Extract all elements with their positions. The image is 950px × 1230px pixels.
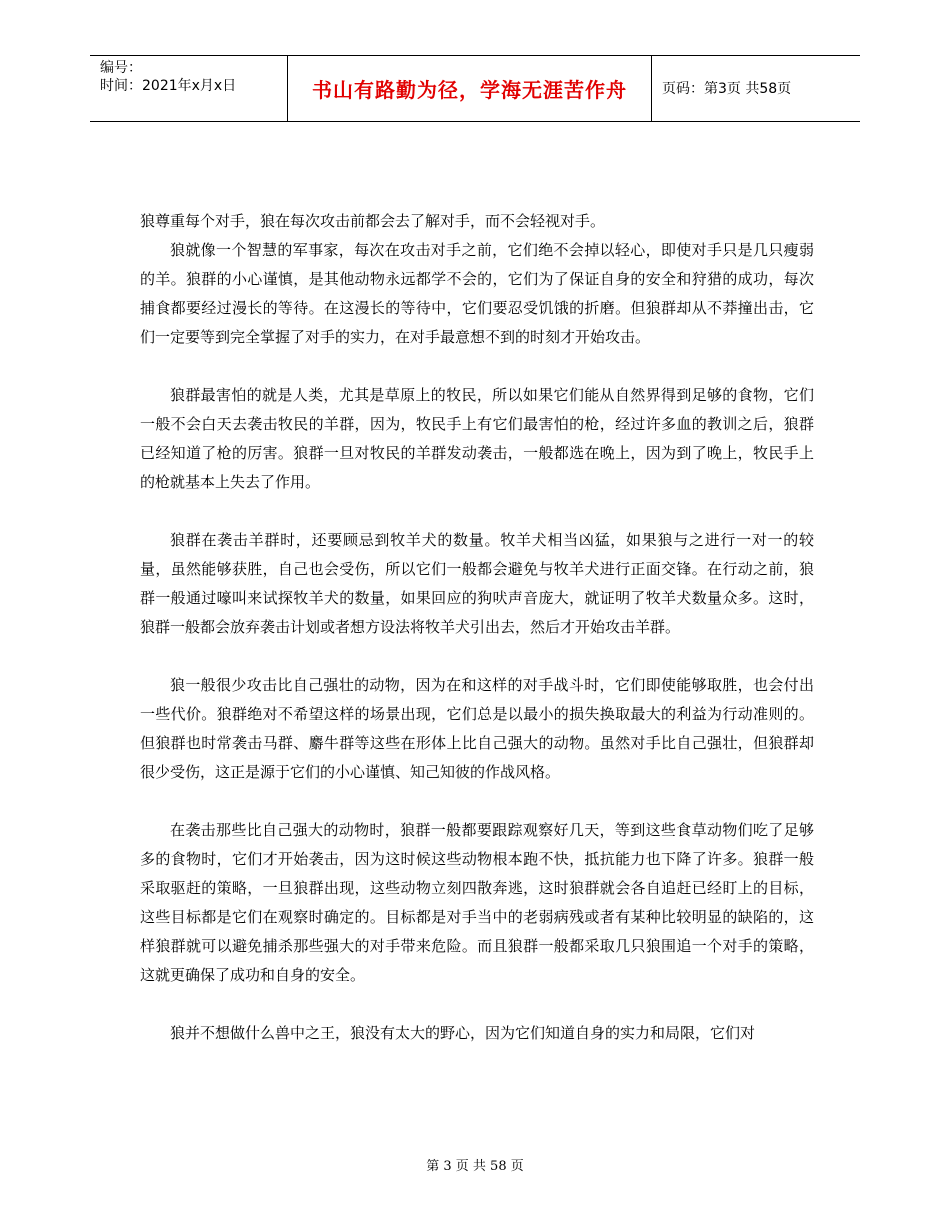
paragraph: 在袭击那些比自己强大的动物时，狼群一般都要跟踪观察好几天，等到这些食草动物们吃了足够多的食物时，它们才开始袭击，因为这时候这些动物根本跑不快，抵抗能力也下降了许多。狼群一般采取驱赶的策略，一旦狼群出现，这些动物立刻四散奔逃，这时狼群就会各自追赶已经盯上的目标，这些目标都是它们在观察时确定的。目标都是对手当中的老弱病残或者有某种比较明显的缺陷的，这样狼群就可以避免捕杀那些强大的对手带来危险。而且狼群一般都采取几只狼围追一个对手的策略，这就更确保了成功和自身的安全。 (140, 821, 814, 984)
header-page-info: 页码：第3页 共58页 (662, 81, 792, 97)
paragraph: 狼群最害怕的就是人类，尤其是草原上的牧民，所以如果它们能从自然界得到足够的食物，它们一般不会白天去袭击牧民的羊群，因为，牧民手上有它们最害怕的枪，经过许多血的教训之后，狼群已经知道了枪的厉害。狼群一旦对牧民的羊群发动袭击，一般都选在晚上，因为到了晚上，牧民手上的枪就基本上失去了作用。 (140, 386, 814, 491)
header-bottom-rule (90, 121, 860, 122)
paragraph: 狼尊重每个对手，狼在每次攻击前都会去了解对手，而不会轻视对手。 (140, 212, 606, 230)
paragraph: 狼群在袭击羊群时，还要顾忌到牧羊犬的数量。牧羊犬相当凶猛，如果狼与之进行一对一的较量，虽然能够获胜，自己也会受伤，所以它们一般都会避免与牧羊犬进行正面交锋。在行动之前，狼群一般通过嚎叫来试探牧羊犬的数量，如果回应的狗吠声音庞大，就证明了牧羊犬数量众多。这时，狼群一般都会放弃袭击计划或者想方设法将牧羊犬引出去，然后才开始攻击羊群。 (140, 531, 814, 636)
paragraph: 狼并不想做什么兽中之王，狼没有太大的野心，因为它们知道自身的实力和局限，它们对 (170, 1024, 756, 1042)
document-date: 时间：2021年x月x日 (100, 78, 237, 94)
document-number: 编号： (100, 60, 142, 76)
header-motto: 书山有路勤为径，学海无涯苦作舟 (312, 77, 627, 102)
page-footer: 第 3 页 共 58 页 (426, 1159, 524, 1174)
paragraph: 狼就像一个智慧的军事家，每次在攻击对手之前，它们绝不会掉以轻心，即使对手只是几只瘦弱的羊。狼群的小心谨慎，是其他动物永远都学不会的，它们为了保证自身的安全和狩猎的成功，每次捕食都要经过漫长的等待。在这漫长的等待中，它们要忍受饥饿的折磨。但狼群却从不莽撞出击，它们一定要等到完全掌握了对手的实力，在对手最意想不到的时刻才开始攻击。 (140, 241, 814, 346)
article-body (140, 207, 814, 1048)
header-divider-right (651, 55, 652, 122)
header-meta (100, 59, 236, 95)
paragraph: 狼一般很少攻击比自己强壮的动物，因为在和这样的对手战斗时，它们即使能够取胜，也会付出一些代价。狼群绝对不希望这样的场景出现，它们总是以最小的损失换取最大的利益为行动准则的。但狼群也时常袭击马群、麝牛群等这些在形体上比自己强大的动物。虽然对手比自己强壮，但狼群却很少受伤，这正是源于它们的小心谨慎、知己知彼的作战风格。 (140, 676, 814, 781)
page-header (90, 55, 860, 123)
